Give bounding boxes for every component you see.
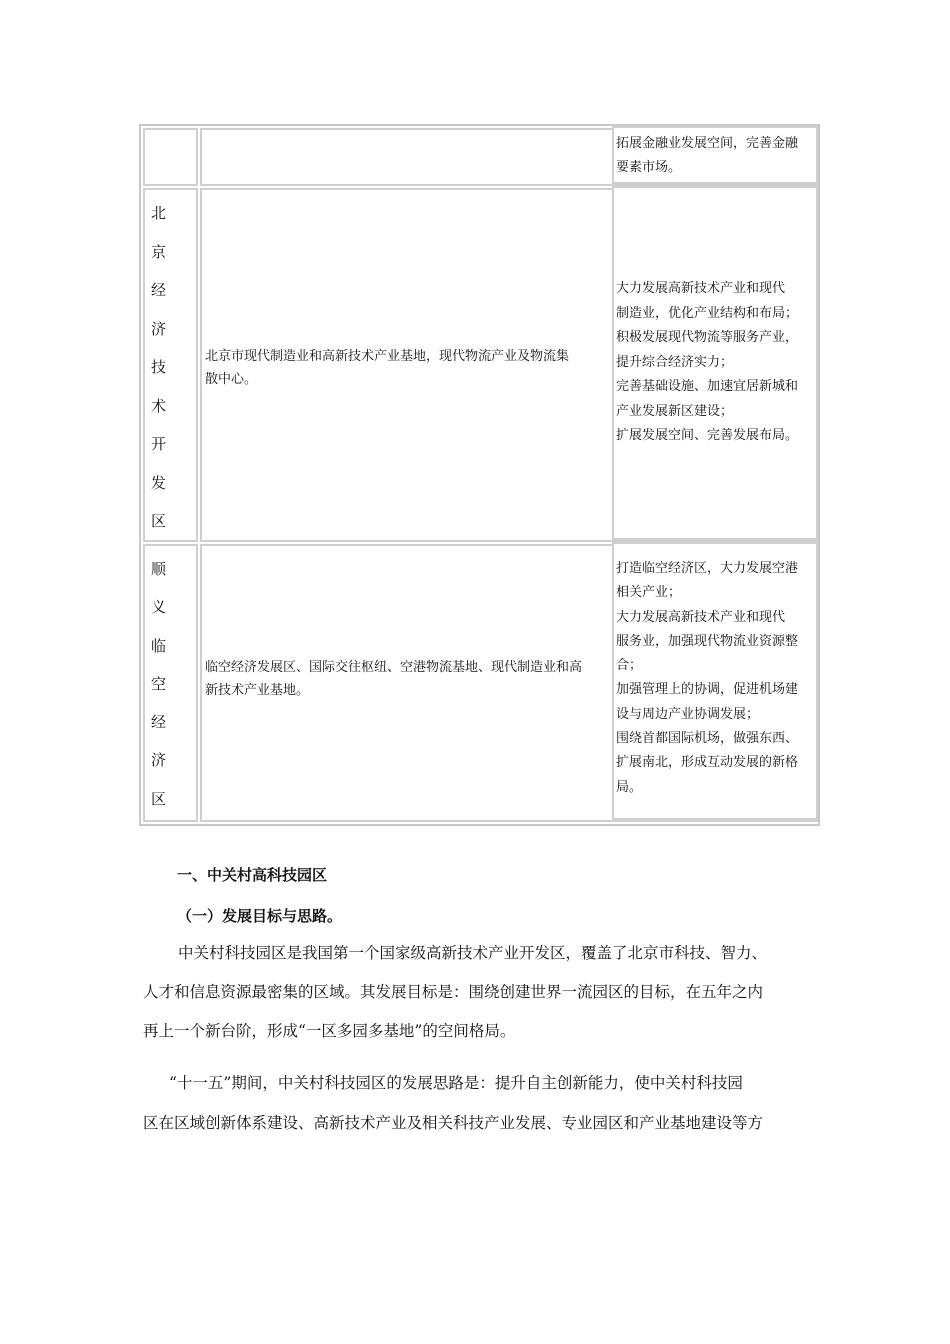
goal-line: 完善基础设施、加速宜居新城和 [616, 379, 799, 394]
goals-cell-2 [612, 186, 818, 540]
goal-line: 积极发展现代物流等服务产业， [616, 330, 799, 345]
zone-name: 北京经济技术开发区 [151, 204, 167, 530]
position-line: 新技术产业基地。 [205, 683, 310, 698]
goal-line: 大力发展高新技术产业和现代 [616, 281, 786, 296]
section-heading: 一、中关村高科技园区 [177, 866, 328, 884]
position-line: 散中心。 [205, 372, 258, 387]
paragraph-line: “十一五”期间，中关村科技园区的发展思路是：提升自主创新能力，使中关村科技园 [169, 1074, 743, 1092]
goal-line: 拓展金融业发展空间，完善金融 [616, 136, 799, 151]
position-line: 临空经济发展区、国际交往枢纽、空港物流基地、现代制造业和高 [205, 660, 583, 675]
goal-line: 局。 [616, 779, 643, 795]
paragraph-line: 区在区域创新体系建设、高新技术产业及相关科技产业发展、专业园区和产业基地建设等方 [143, 1114, 764, 1132]
goal-line: 提升综合经济实力； [616, 354, 734, 370]
goal-line: 设与周边产业协调发展； [616, 706, 760, 722]
goal-line: 加强管理上的协调，促进机场建 [616, 682, 799, 698]
zone-name: 顺义临空经济区 [151, 560, 167, 808]
goal-line: 扩展发展空间、完善发展布局。 [616, 428, 799, 443]
goal-line: 要素市场。 [616, 160, 682, 175]
goal-line: 相关产业； [616, 585, 682, 601]
position-line: 北京市现代制造业和高新技术产业基地，现代物流产业及物流集 [205, 349, 570, 364]
goal-line: 合； [616, 658, 643, 674]
goal-line: 打造临空经济区，大力发展空港 [616, 561, 799, 576]
table-row-2-name-cell [143, 188, 198, 542]
goal-line: 围绕首都国际机场，做强东西、 [616, 731, 799, 747]
goals-column [612, 124, 820, 826]
goal-line: 服务业，加强现代物流业资源整 [616, 633, 799, 649]
goals-cell-3 [612, 542, 818, 820]
table-row-1-name-cell [143, 128, 198, 186]
paragraph-line: 再上一个新台阶，形成“一区多园多基地”的空间格局。 [143, 1022, 516, 1040]
goal-line: 产业发展新区建设； [616, 403, 734, 419]
goals-cell-1 [612, 126, 818, 184]
paragraph-line: 人才和信息资源最密集的区域。其发展目标是：围绕创建世界一流园区的目标，在五年之内 [143, 983, 764, 1001]
goal-line: 大力发展高新技术产业和现代 [616, 609, 786, 625]
goal-line: 扩展南北，形成互动发展的新格 [616, 755, 799, 771]
paragraph-line: 中关村科技园区是我国第一个国家级高新技术产业开发区，覆盖了北京市科技、智力、 [178, 944, 768, 962]
subsection-heading: （一）发展目标与思路。 [177, 907, 343, 925]
goal-line: 制造业，优化产业结构和布局； [616, 305, 799, 321]
table-row-3-name-cell [143, 544, 198, 822]
